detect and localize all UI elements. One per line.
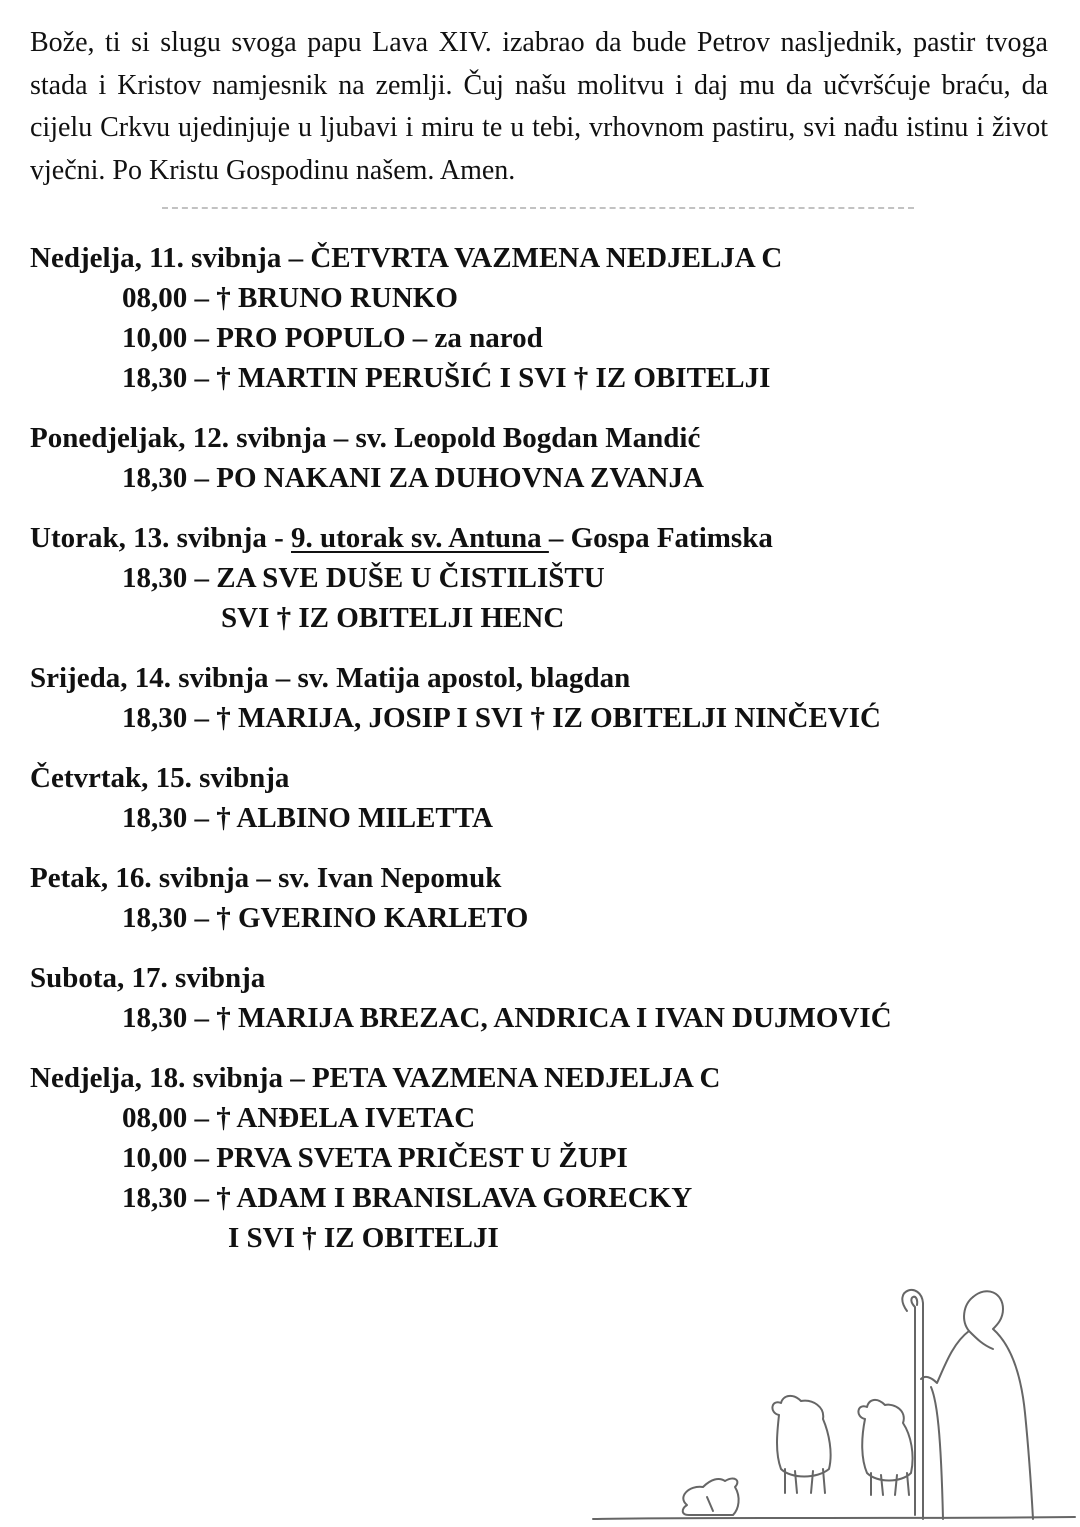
day-heading: Nedjelja, 18. svibnja – PETA VAZMENA NEDJELJA C [30, 1062, 721, 1094]
mass-entry: 18,30 – † ALBINO MILETTA [122, 802, 493, 834]
shepherd-with-sheep-icon [585, 1283, 1080, 1527]
day-heading: Subota, 17. svibnja [30, 962, 266, 994]
mass-entry: 18,30 – ZA SVE DUŠE U ČISTILIŠTU [122, 562, 605, 594]
mass-entry: 18,30 – † GVERINO KARLETO [122, 902, 529, 934]
day-heading-start: Utorak, 13. svibnja - [30, 522, 292, 554]
mass-entry: 18,30 – PO NAKANI ZA DUHOVNA ZVANJA [122, 462, 704, 494]
day-heading: Nedjelja, 11. svibnja – ČETVRTA VAZMENA NEDJELJA C [30, 242, 783, 274]
mass-entry-continuation: SVI † IZ OBITELJI HENC [221, 602, 565, 634]
day-tuesday-13 [30, 518, 1060, 638]
day-heading: Ponedjeljak, 12. svibnja – sv. Leopold Bogdan Mandić [30, 422, 701, 454]
mass-entry: 10,00 – PRVA SVETA PRIČEST U ŽUPI [122, 1142, 628, 1174]
mass-entry: 18,30 – † MARIJA, JOSIP I SVI † IZ OBITELJI NINČEVIĆ [122, 702, 881, 734]
day-sunday-11 [30, 238, 1060, 398]
mass-entry: 18,30 – † MARIJA BREZAC, ANDRICA I IVAN DUJMOVIĆ [122, 1002, 892, 1034]
day-heading: Četvrtak, 15. svibnja [30, 762, 290, 794]
day-saturday-17 [30, 958, 1060, 1038]
day-friday-16 [30, 858, 1060, 938]
day-thursday-15 [30, 758, 1060, 838]
day-sunday-18 [30, 1058, 1060, 1258]
day-heading [30, 518, 1060, 558]
underlined-feast: 9. utorak sv. Antuna [291, 522, 549, 554]
day-heading: Srijeda, 14. svibnja – sv. Matija apostol, blagdan [30, 662, 631, 694]
section-divider [162, 207, 914, 209]
day-heading: Petak, 16. svibnja – sv. Ivan Nepomuk [30, 862, 502, 894]
day-wednesday-14 [30, 658, 1060, 738]
day-heading-end: – Gospa Fatimska [548, 522, 773, 554]
mass-schedule [30, 238, 1060, 1278]
mass-entry-continuation: I SVI † IZ OBITELJI [228, 1222, 499, 1254]
mass-entry: 18,30 – † MARTIN PERUŠIĆ I SVI † IZ OBITELJI [122, 362, 771, 394]
mass-entry: 10,00 – PRO POPULO – za narod [122, 322, 543, 354]
mass-entry: 08,00 – † BRUNO RUNKO [122, 282, 458, 314]
day-monday-12 [30, 418, 1060, 498]
prayer-text: Bože, ti si slugu svoga papu Lava XIV. izabrao da bude Petrov nasljednik, pastir tvoga stada i Kristov namjesnik na zemlji. Čuj našu molitvu i daj mu da učvršćuje braću, da cijelu Crkvu ujedinjuje u ljubavi i miru te u tebi, vrhovnom pastiru, svi nađu istinu i život vječni. Po Kristu Gospodinu našem. Amen. [30, 27, 1048, 186]
mass-entry: 18,30 – † ADAM I BRANISLAVA GORECKY [122, 1182, 693, 1214]
mass-entry: 08,00 – † ANĐELA IVETAC [122, 1102, 476, 1134]
